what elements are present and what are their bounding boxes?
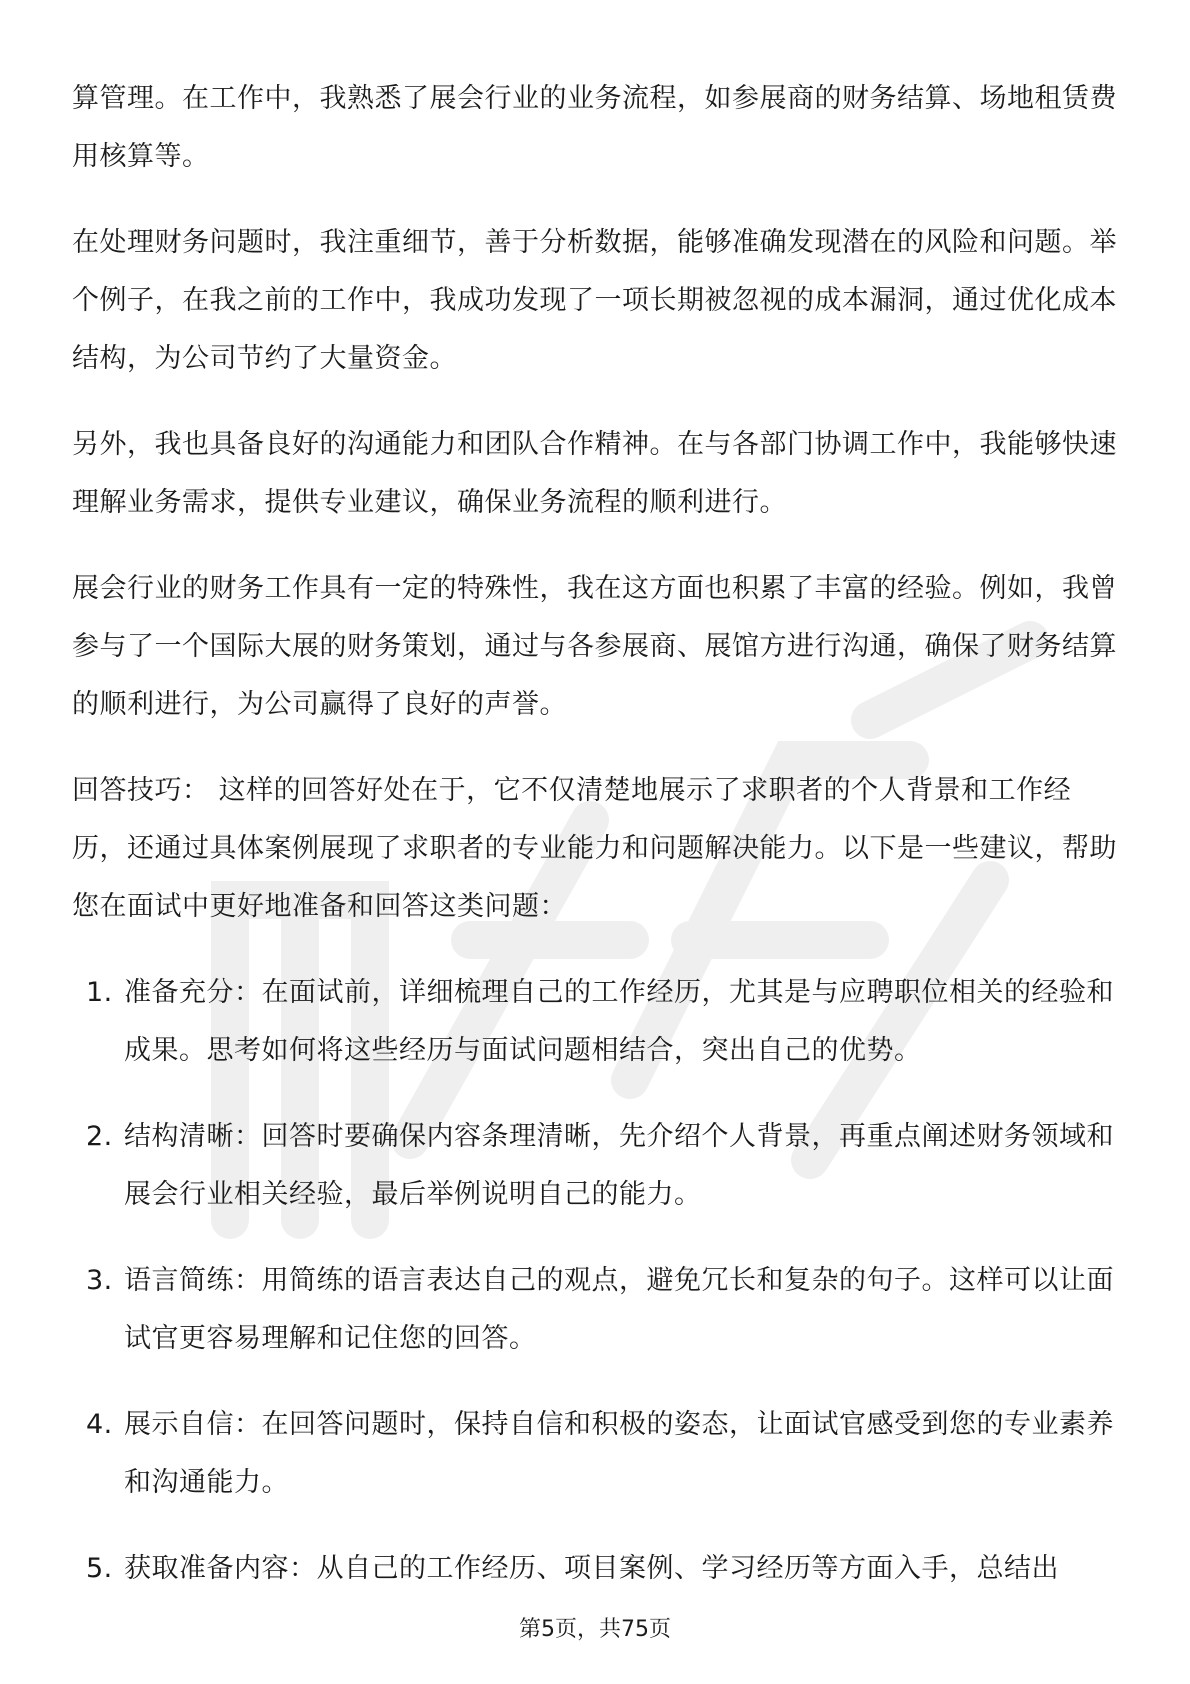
tips-list <box>72 964 1122 1598</box>
list-item-number: 3. <box>86 1265 113 1296</box>
document-body <box>72 70 1122 1626</box>
list-item-text: 准备充分：在面试前，详细梳理自己的工作经历，尤其是与应聘职位相关的经验和成果。思考如何将这些经历与面试问题相结合，突出自己的优势。 <box>124 977 1114 1066</box>
list-item-text: 获取准备内容：从自己的工作经历、项目案例、学习经历等方面入手，总结出 <box>124 1553 1059 1584</box>
paragraph-exhibition-experience: 展会行业的财务工作具有一定的特殊性，我在这方面也积累了丰富的经验。例如，我曾参与了一个国际大展的财务策划，通过与各参展商、展馆方进行沟通，确保了财务结算的顺利进行，为公司赢得了良好的声誉。 <box>72 573 1117 720</box>
list-item-number: 4. <box>86 1409 113 1440</box>
list-item <box>72 1540 1122 1598</box>
paragraph-answer-tips: 回答技巧： 这样的回答好处在于，它不仅清楚地展示了求职者的个人背景和工作经历，还通过具体案例展现了求职者的专业能力和问题解决能力。以下是一些建议，帮助您在面试中更好地准备和回答这类问题： <box>72 775 1117 922</box>
paragraph-communication: 另外，我也具备良好的沟通能力和团队合作精神。在与各部门协调工作中，我能够快速理解业务需求，提供专业建议，确保业务流程的顺利进行。 <box>72 429 1117 518</box>
paragraph-intro-continuation: 算管理。在工作中，我熟悉了展会行业的业务流程，如参展商的财务结算、场地租赁费用核算等。 <box>72 83 1117 172</box>
list-item-text: 结构清晰：回答时要确保内容条理清晰，先介绍个人背景，再重点阐述财务领域和展会行业相关经验，最后举例说明自己的能力。 <box>124 1121 1114 1210</box>
list-item-text: 展示自信：在回答问题时，保持自信和积极的姿态，让面试官感受到您的专业素养和沟通能力。 <box>124 1409 1114 1498</box>
list-item <box>72 1396 1122 1512</box>
list-item <box>72 1252 1122 1368</box>
list-item-text: 语言简练：用简练的语言表达自己的观点，避免冗长和复杂的句子。这样可以让面试官更容易理解和记住您的回答。 <box>124 1265 1114 1354</box>
list-item <box>72 1108 1122 1224</box>
list-item-number: 5. <box>86 1553 113 1584</box>
page-number-footer: 第5页，共75页 <box>519 1617 671 1642</box>
paragraph-detail-oriented: 在处理财务问题时，我注重细节，善于分析数据，能够准确发现潜在的风险和问题。举个例子，在我之前的工作中，我成功发现了一项长期被忽视的成本漏洞，通过优化成本结构，为公司节约了大量资金。 <box>72 227 1117 374</box>
list-item-number: 2. <box>86 1121 113 1152</box>
list-item <box>72 964 1122 1080</box>
list-item-number: 1. <box>86 977 113 1008</box>
